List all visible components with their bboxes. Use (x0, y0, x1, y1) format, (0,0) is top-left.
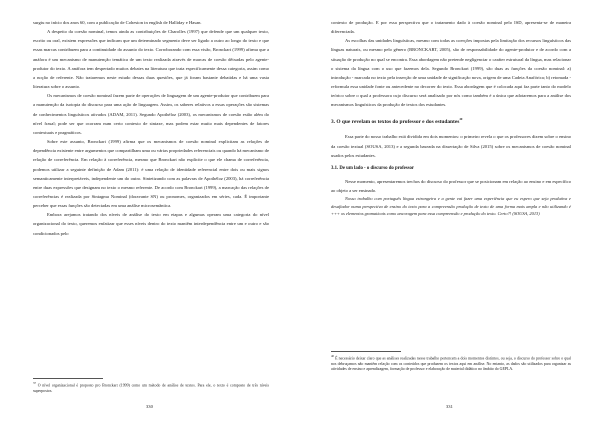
paragraph: contexto de produção. E por essa perspectiva que o tratamento dado à coesão nominal pelo ISD, apresenta-se de maneira diferenciada. (331, 20, 571, 35)
footnote-text: É necessário deixar claro que as análises realizadas nesse trabalho pertencem a dois momentos distintos, ou seja, o discurso do professor sobre o qual nos debruçamos não mantêm relação com os conteúdos que produzem os textos aqui em análise. No entanto, as dados são utilizados para organizar as atividades de ensino e aprendizagem, formação de professor e elaboração de material didático no âmbito do GEPLA. (331, 356, 571, 371)
left-body-text (33, 18, 269, 238)
paragraph: As escolhas das unidades linguísticas, mesmo com todas as coerções impostas pela limitação dos recursos linguísticos das línguas naturais, ou mesmo pelo gênero (BRONCKART, 2005), são de responsabilidade do agente-produtor e de acordo com a situação de produção no qual se encontra. Essa abordagem não pretende negligenciar o caráter estrutural da língua, mas relacionar o sistema da língua com o uso que fazemos dela. Segundo Bronckart (1999), são duas as funções da coesão nominal: a) introdução - marcada no texto pela inserção de uma unidade de significação nova, origem de uma Cadeia Anafórica; b) retomada - reformula essa unidade fonte ou antecedente no decorrer do texto. Essa abordagem que é colocada aqui faz parte tanto do modelo teórico sobre o qual a professora cujo discurso será analisado por nós como também é a única que adotaremos para a análise dos mecanismos linguísticos da produção de textos dos estudantes. (331, 38, 571, 108)
paragraph: Sobre este assunto, Bronckart (1999) afirma que os mecanismos de coesão nominal explicitam as relações de dependência existente entre argumentos que compartilham uma ou várias propriedades referenciais ou quando há mecanismo de relação de correferência. Em relação à correferência, mesmo que Bronckart não explicite o que ele chama de correferência, podemos utilizar a seguinte definição de Adam (2011): é uma relação de identidade referencial entre dois ou mais signos semanticamente interpretáveis, independente um do outro. Sintetizando com as palavras de Apothéloz (2003), há correferência entre duas expressões que designam no texto o mesmo referente. De acordo com Bronckart (1999), a marcação das relações de correferências é realizada por Sintagma Nominal (doravante SN) ou pronomes, organizados em séries, cada. É importante perceber que essas funções são detectadas em uma análise microsemântica. (33, 139, 269, 209)
section-heading (331, 115, 571, 127)
paragraph: surgiu no início dos anos 60, com a publicação de Cohesion in english de Halliday e Hasan. (33, 20, 202, 25)
footnote (331, 354, 571, 372)
block-quote: Nosso trabalho com português língua estrangeira e a gente vai fazer uma experiência que eu espero que seja produtiva e desafiador numa perspectiva de ensino do texto para a compreensão produção de texto de uma forma mais ampla e não utilizando é +++ os elementos gramaticais como ancoragem para essa compreensão e produção do texto. Certo?! (SOUSA, 2013) (331, 196, 571, 217)
section-heading-text: 3. O que revelam os textos do professor e dos estudantes (331, 118, 460, 125)
subsection-heading: 3.1. De um lado - o discurso do professor (331, 165, 415, 171)
page-number: 330 (146, 404, 153, 409)
footnote-mark: 37 (33, 381, 36, 385)
footnote-mark: 40 (331, 354, 334, 358)
footnote-mark: 40 (459, 116, 463, 121)
page-number: 331 (446, 404, 453, 409)
right-page (300, 0, 600, 424)
footnote-rule (33, 378, 103, 379)
paragraph: A despeito da coesão nominal, temos ainda as contribuições de Charolles (1997) que defende que um qualquer texto, escrito ou oral, existem expressões que indicam que um determinado segmento deve ser ligado a outro ao longo do texto e que essas marcas contribuem para a continuidade do assunto do texto. Corroborando com essa visão, Bronckart (1999) afirma que a anáfora é um mecanismo de manutenção temática de um texto realizada através de marcas de coesão dêixadas pelo agente-produtor do texto. A anáfora tem despertado muitos debates na literatura que trata especificamente dessa categoria, assim como a noção de referente. Não trataremos neste estudo dessas duas questões, que já foram bastante debatidas e há uma vasta literatura sobre o assunto. (33, 29, 269, 90)
right-body-text (331, 18, 571, 218)
paragraph: Essa parte do nosso trabalho está dividida em dois momentos: o primeiro revela o que os professores dizem sobre o ensino da coesão textual (SOUSA, 2013) e a segunda baseada na dissertação de Silva (2015) sobre os mecanismos de coesão nominal usados pelos estudantes. (331, 134, 571, 158)
footnote (33, 381, 269, 394)
footnote-rule (331, 351, 401, 352)
paragraph: Os mecanismos de coesão nominal fazem parte de operações de linguagem de um agente-produtor que contribuem para a manutenção da isotopia do discurso para uma ação de linguagem. Assim, os saberes relativos a essas operações são sistemas de conhecimentos linguísticos ativados (ADAM, 2011). Segundo Apothéloz (2003), os mecanismos de coesão estão além do nível frasal; pode ser que ocorram num certo contexto de sintaxe, mas podem estar muito mais dependentes de fatores contextuais e pragmáticos. (33, 93, 269, 135)
paragraph: Embora arejamos tratando dos níveis de análise do texto em etapas e algumas operam uma categoria do nível organizacional do texto, queremos enfatizar que esses níveis dentro do texto mantêm interdependência entre um e outro e são condicionados pelo (33, 212, 269, 236)
paragraph: Nesse momento, apresentaremos trechos do discurso do professor que se posicionam em relação ao ensino e em específico ao objeto a ser ensinado. (331, 178, 571, 194)
footnote-text: O nível organizacional é proposto pro Bronckart (1999) como um método de análise de textos. Para ele, o texto é composto de três níveis superpostos. (33, 383, 269, 393)
